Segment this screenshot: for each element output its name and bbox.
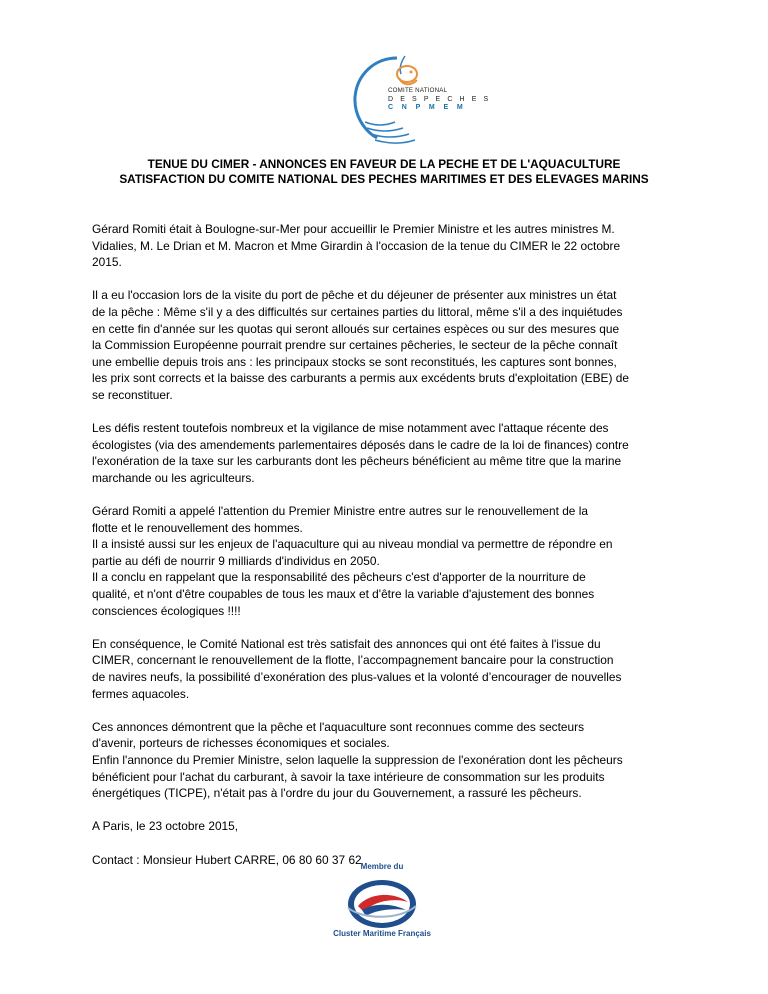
paragraph-6: Ces annonces démontrent que la pêche et l'aquaculture sont reconnues comme des secteurs d'avenir, porteurs de richesses économiques et sociales. Enfin l'annonce du Premier Ministre, selon laquelle la suppression de l'exonération dont les pêcheurs bénéficient pour l'achat du carburant, à savoir la taxe intérieure de consommation sur les produits énergétiques (TICPE), n'était pas à l'ordre du jour du Gouvernement, a rassuré les pêcheurs. [92, 719, 623, 801]
paragraph-2: Il a eu l'occasion lors de la visite du port de pêche et du déjeuner de présenter aux ministres un état de la pêche : Même s'il y a des difficultés sur certaines parties du littoral, même s'il a des inquiétudes en cette fin d'année sur les quotas qui seront alloués sur certaines espèces ou sur des mesures que la Commission Européenne pourrait prendre sur certaines pêcheries, le secteur de la pêche connaît une embellie depuis trois ans : les principaux stocks se sont reconstitués, les captures sont bonnes, les prix sont corrects et la baisse des carburants a permis aux excédents bruts d'exploitation (EBE) de se reconstituer. [92, 288, 629, 402]
title-line-2: SATISFACTION DU COMITE NATIONAL DES PECHES MARITIMES ET DES ELEVAGES MARINS [119, 172, 649, 186]
logo-line-1: COMITE NATIONAL [388, 87, 448, 94]
paragraph-4: Gérard Romiti a appelé l'attention du Premier Ministre entre autres sur le renouvellement de la flotte et le renouvellement des hommes. Il a insisté aussi sur les enjeux de l'aquaculture qui au niveau mondial va permettre de répondre en partie au défi de nourrir 9 milliards d'individus en 2050. Il a conclu en rappelant que la responsabilité des pêcheurs c'est d'apporter de la nourriture de qualité, et n'ont d'être coupables de tous les maux et d'être la variable d'ajustement des bonnes consciences écologiques !!!! [92, 504, 613, 618]
cluster-maritime-label: Cluster Maritime Français [333, 929, 431, 938]
logo-line-2: D E S P E C H E S [388, 95, 491, 103]
paragraph-3: Les défis restent toutefois nombreux et la vigilance de mise notamment avec l'attaque récente des écologistes (via des amendements parlementaires déposés dans le cadre de la loi de finances) contre l'exonération de la taxe sur les carburants dont les pêcheurs bénéficient au même titre que la marine marchande ou les agriculteurs. [92, 421, 629, 485]
cnpmem-logo-text [388, 87, 491, 113]
date-line: A Paris, le 23 octobre 2015, [92, 819, 239, 834]
paragraph-5: En conséquence, le Comité National est très satisfait des annonces qui ont été faites à l'issue du CIMER, concernant le renouvellement de la flotte, l’accompagnement bancaire pour la construction de navires neufs, la possibilité d’exonération des plus-values et la volonté d’encourager de nouvelles fermes aquacoles. [92, 636, 622, 701]
contact-line: Contact : Monsieur Hubert CARRE, 06 80 60 37 62 [92, 852, 362, 867]
logo-line-3: C N P M E M [388, 104, 467, 111]
paragraph-1: Gérard Romiti était à Boulogne-sur-Mer pour accueillir le Premier Ministre et les autres ministres M. Vidalies, M. Le Drian et M. Macron et Mme Girardin à l'occasion de la tenue du CIMER le 22 octobre 2015. [92, 222, 621, 270]
title-line-1: TENUE DU CIMER - ANNONCES EN FAVEUR DE LA PECHE ET DE L'AQUACULTURE [147, 157, 621, 171]
document-body [92, 221, 682, 885]
document-title [0, 157, 768, 187]
membre-du-label: Membre du [360, 862, 404, 871]
